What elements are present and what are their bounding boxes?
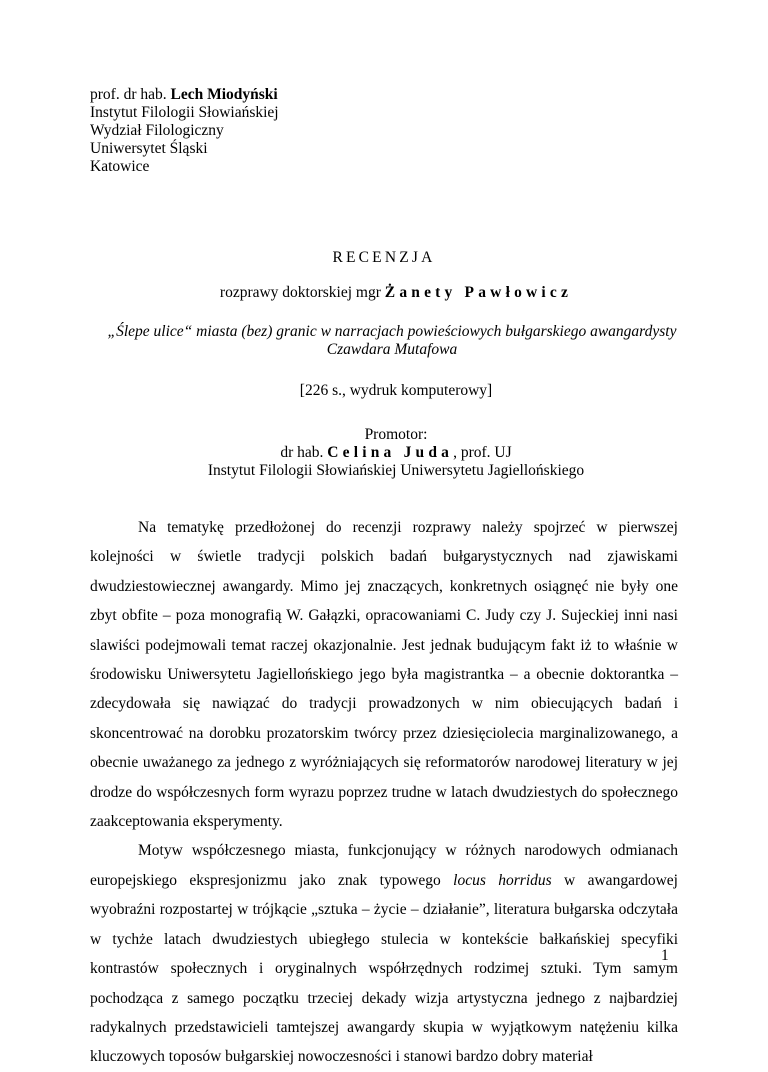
paragraph-1: Na tematykę przedłożonej do recenzji rozprawy należy spojrzeć w pierwszej kolejności w świetle tradycji polskich badań bułgarystycznych nad zjawiskami dwudziestowiecznej awangardy. Mimo jej znaczących, konkretnych osiągnęć nie były one zbyt obfite – poza monografią W. Gałązki, opracowaniami C. Judy czy J. Sujeckiej inni nasi slawiści podejmowali temat raczej okazjonalnie. Jest jednak budującym fakt iż to właśnie w środowisku Uniwersytetu Jagiellońskiego jego była magistrantka – a obecnie doktorantka – zdecydowała się nawiązać do tradycji prowadzonych w nim obiecujących badań i skoncentrować na dorobku prozatorskim twórcy przez dziesięciolecia marginalizowanego, a obecnie uważanego za jednego z wyróżniających się reformatorów narodowej literatury w jej drodze do współczesnych form wyrazu poprzez trudne w latach dwudziestych do społecznego zaakceptowania eksperymenty.	[90, 519, 678, 831]
dissertation-pages-note: [226 s., wydruk komputerowy]	[299, 382, 493, 399]
reviewer-line	[90, 86, 279, 104]
document-subtitle	[12, 284, 768, 302]
reviewer-institute: Instytut Filologii Słowiańskiej	[90, 104, 279, 121]
document-title: RECENZJA	[332, 249, 436, 266]
doctoral-candidate-name: Żanety Pawłowicz	[384, 284, 573, 301]
promotor-block	[12, 426, 768, 480]
promotor-suffix: , prof. UJ	[453, 444, 512, 461]
promotor-name: Celina Juda	[327, 444, 454, 461]
reviewer-faculty: Wydział Filologiczny	[90, 122, 224, 139]
reviewer-university: Uniwersytet Śląski	[90, 140, 208, 157]
reviewer-block	[90, 86, 279, 176]
promotor-prefix: dr hab.	[280, 444, 328, 461]
paragraph-2-start: Motyw współczesnego miasta, funkcjonujący w różnych narodowych odmianach europejskiego ekspresjonizmu jako znak typowego	[90, 842, 678, 889]
dissertation-title-line-2: Czawdara Mutafowa	[326, 341, 458, 358]
paragraph-2-end: w awangardowej wyobraźni rozpostartej w trójkącie „sztuka – życie – działanie”, literatura bułgarska odczytała w tychże latach dwudziestych ubiegłego stulecia w kontekście bałkańskiej specyfiki kontrastów społecznych i oryginalnych współrzędnych rodzimej sztuki. Tym samym pochodząca z samego początku trzeciej dekady wizja artystyczna jednego z najbardziej radykalnych przedstawicieli tamtejszej awangardy skupia w wyjątkowym natężeniu kilka kluczowych toposów bułgarskiej nowoczesności i stanowi bardzo dobry materiał	[90, 871, 678, 1066]
reviewer-city: Katowice	[90, 158, 150, 175]
reviewer-name: Lech Miodyński	[170, 86, 278, 103]
page-number: 1	[661, 947, 669, 964]
dissertation-title	[8, 323, 768, 359]
promotor-label: Promotor:	[364, 426, 428, 443]
review-body	[90, 513, 678, 1072]
promotor-line	[12, 444, 768, 462]
subtitle-prefix: rozprawy doktorskiej mgr	[219, 284, 385, 301]
promotor-institution: Instytut Filologii Słowiańskiej Uniwersytetu Jagiellońskiego	[207, 462, 585, 479]
paragraph-2	[90, 836, 678, 1071]
dissertation-title-line-1: „Ślepe ulice“ miasta (bez) granic w narracjach powieściowych bułgarskiego awangardysty	[107, 323, 677, 340]
reviewer-title: prof. dr hab.	[90, 86, 171, 103]
latin-term: locus horridus	[453, 871, 552, 889]
